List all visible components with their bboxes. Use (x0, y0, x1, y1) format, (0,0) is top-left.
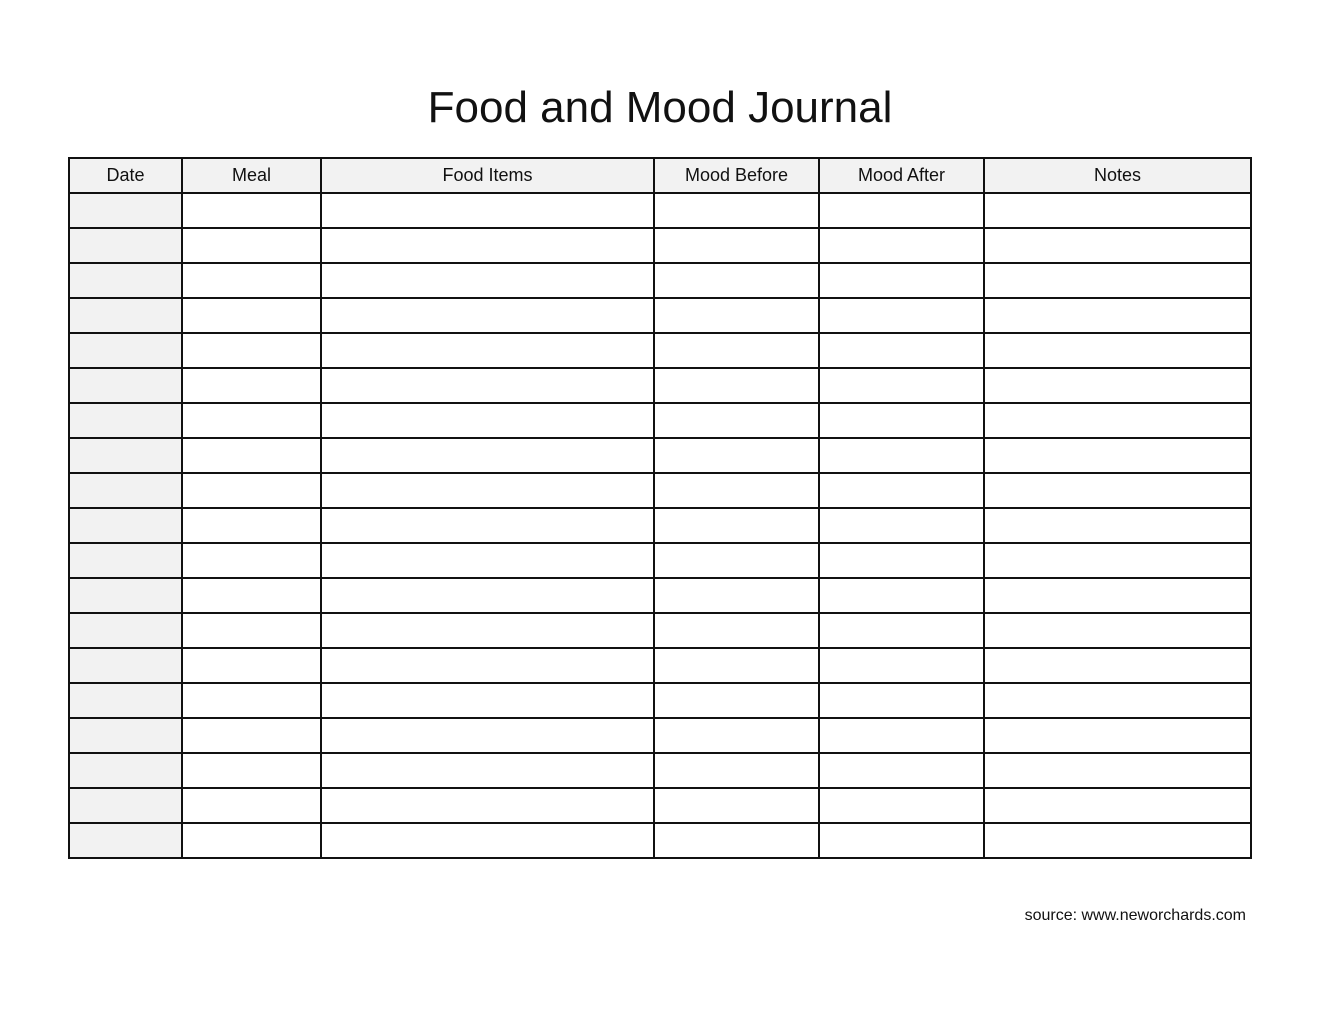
column-header-mood-before: Mood Before (654, 158, 819, 193)
mood-before-cell[interactable] (654, 508, 819, 543)
food-items-cell[interactable] (321, 473, 654, 508)
mood-before-cell[interactable] (654, 683, 819, 718)
food-items-cell[interactable] (321, 438, 654, 473)
meal-cell[interactable] (182, 718, 321, 753)
meal-cell[interactable] (182, 403, 321, 438)
notes-cell[interactable] (984, 578, 1251, 613)
food-items-cell[interactable] (321, 403, 654, 438)
meal-cell[interactable] (182, 823, 321, 858)
date-cell[interactable] (69, 228, 182, 263)
meal-cell[interactable] (182, 753, 321, 788)
table-row (69, 823, 1251, 858)
mood-before-cell[interactable] (654, 648, 819, 683)
table-row (69, 473, 1251, 508)
food-items-cell[interactable] (321, 648, 654, 683)
notes-cell[interactable] (984, 263, 1251, 298)
mood-before-cell[interactable] (654, 473, 819, 508)
food-items-cell[interactable] (321, 333, 654, 368)
food-items-cell[interactable] (321, 228, 654, 263)
meal-cell[interactable] (182, 473, 321, 508)
notes-cell[interactable] (984, 823, 1251, 858)
food-items-cell[interactable] (321, 613, 654, 648)
table-row (69, 298, 1251, 333)
meal-cell[interactable] (182, 333, 321, 368)
date-cell[interactable] (69, 473, 182, 508)
food-items-cell[interactable] (321, 788, 654, 823)
food-items-cell[interactable] (321, 823, 654, 858)
header-row (69, 158, 1251, 193)
notes-cell[interactable] (984, 788, 1251, 823)
mood-after-cell[interactable] (819, 508, 984, 543)
date-cell[interactable] (69, 508, 182, 543)
journal-table (68, 157, 1252, 859)
notes-cell[interactable] (984, 368, 1251, 403)
table-row (69, 403, 1251, 438)
mood-after-cell[interactable] (819, 473, 984, 508)
column-header-mood-after: Mood After (819, 158, 984, 193)
notes-cell[interactable] (984, 473, 1251, 508)
mood-before-cell[interactable] (654, 438, 819, 473)
date-cell[interactable] (69, 823, 182, 858)
mood-before-cell[interactable] (654, 228, 819, 263)
date-cell[interactable] (69, 438, 182, 473)
mood-before-cell[interactable] (654, 193, 819, 228)
food-items-cell[interactable] (321, 368, 654, 403)
notes-cell[interactable] (984, 543, 1251, 578)
meal-cell[interactable] (182, 578, 321, 613)
notes-cell[interactable] (984, 228, 1251, 263)
table-row (69, 613, 1251, 648)
meal-cell[interactable] (182, 648, 321, 683)
meal-cell[interactable] (182, 683, 321, 718)
source-note: source: www.neworchards.com (1024, 907, 1246, 924)
notes-cell[interactable] (984, 333, 1251, 368)
notes-cell[interactable] (984, 298, 1251, 333)
mood-after-cell[interactable] (819, 683, 984, 718)
notes-cell[interactable] (984, 438, 1251, 473)
mood-before-cell[interactable] (654, 578, 819, 613)
date-cell[interactable] (69, 683, 182, 718)
meal-cell[interactable] (182, 438, 321, 473)
table-row (69, 788, 1251, 823)
mood-before-cell[interactable] (654, 543, 819, 578)
meal-cell[interactable] (182, 368, 321, 403)
mood-after-cell[interactable] (819, 543, 984, 578)
date-cell[interactable] (69, 613, 182, 648)
notes-cell[interactable] (984, 403, 1251, 438)
food-items-cell[interactable] (321, 193, 654, 228)
table-row (69, 263, 1251, 298)
table-row (69, 683, 1251, 718)
mood-after-cell[interactable] (819, 333, 984, 368)
table-row (69, 648, 1251, 683)
food-items-cell[interactable] (321, 578, 654, 613)
mood-before-cell[interactable] (654, 788, 819, 823)
date-cell[interactable] (69, 368, 182, 403)
page-title: Food and Mood Journal (427, 83, 893, 132)
mood-after-cell[interactable] (819, 578, 984, 613)
food-items-cell[interactable] (321, 298, 654, 333)
journal-body (69, 193, 1251, 858)
mood-before-cell[interactable] (654, 613, 819, 648)
meal-cell[interactable] (182, 613, 321, 648)
date-cell[interactable] (69, 753, 182, 788)
food-items-cell[interactable] (321, 263, 654, 298)
mood-after-cell[interactable] (819, 368, 984, 403)
meal-cell[interactable] (182, 543, 321, 578)
table-row (69, 368, 1251, 403)
table-row (69, 753, 1251, 788)
notes-cell[interactable] (984, 193, 1251, 228)
table-row (69, 228, 1251, 263)
meal-cell[interactable] (182, 298, 321, 333)
mood-before-cell[interactable] (654, 718, 819, 753)
mood-after-cell[interactable] (819, 788, 984, 823)
date-cell[interactable] (69, 298, 182, 333)
mood-before-cell[interactable] (654, 298, 819, 333)
date-cell[interactable] (69, 788, 182, 823)
mood-after-cell[interactable] (819, 823, 984, 858)
table-row (69, 333, 1251, 368)
column-header-meal: Meal (182, 158, 321, 193)
date-cell[interactable] (69, 333, 182, 368)
food-items-cell[interactable] (321, 683, 654, 718)
date-cell[interactable] (69, 403, 182, 438)
date-cell[interactable] (69, 578, 182, 613)
table-row (69, 438, 1251, 473)
mood-after-cell[interactable] (819, 648, 984, 683)
mood-after-cell[interactable] (819, 438, 984, 473)
mood-before-cell[interactable] (654, 368, 819, 403)
date-cell[interactable] (69, 193, 182, 228)
meal-cell[interactable] (182, 263, 321, 298)
column-header-food-items: Food Items (321, 158, 654, 193)
mood-after-cell[interactable] (819, 228, 984, 263)
mood-after-cell[interactable] (819, 753, 984, 788)
mood-after-cell[interactable] (819, 718, 984, 753)
notes-cell[interactable] (984, 718, 1251, 753)
meal-cell[interactable] (182, 193, 321, 228)
notes-cell[interactable] (984, 508, 1251, 543)
food-items-cell[interactable] (321, 753, 654, 788)
food-items-cell[interactable] (321, 718, 654, 753)
table-row (69, 578, 1251, 613)
notes-cell[interactable] (984, 753, 1251, 788)
mood-after-cell[interactable] (819, 613, 984, 648)
date-cell[interactable] (69, 543, 182, 578)
notes-cell[interactable] (984, 613, 1251, 648)
column-header-date: Date (69, 158, 182, 193)
mood-after-cell[interactable] (819, 403, 984, 438)
mood-before-cell[interactable] (654, 823, 819, 858)
food-items-cell[interactable] (321, 543, 654, 578)
notes-cell[interactable] (984, 683, 1251, 718)
mood-before-cell[interactable] (654, 753, 819, 788)
food-items-cell[interactable] (321, 508, 654, 543)
mood-after-cell[interactable] (819, 263, 984, 298)
meal-cell[interactable] (182, 508, 321, 543)
table-row (69, 508, 1251, 543)
date-cell[interactable] (69, 263, 182, 298)
date-cell[interactable] (69, 648, 182, 683)
table-row (69, 193, 1251, 228)
mood-before-cell[interactable] (654, 403, 819, 438)
mood-after-cell[interactable] (819, 193, 984, 228)
mood-before-cell[interactable] (654, 263, 819, 298)
column-header-notes: Notes (984, 158, 1251, 193)
mood-before-cell[interactable] (654, 333, 819, 368)
mood-after-cell[interactable] (819, 298, 984, 333)
meal-cell[interactable] (182, 228, 321, 263)
date-cell[interactable] (69, 718, 182, 753)
table-row (69, 543, 1251, 578)
notes-cell[interactable] (984, 648, 1251, 683)
table-row (69, 718, 1251, 753)
meal-cell[interactable] (182, 788, 321, 823)
